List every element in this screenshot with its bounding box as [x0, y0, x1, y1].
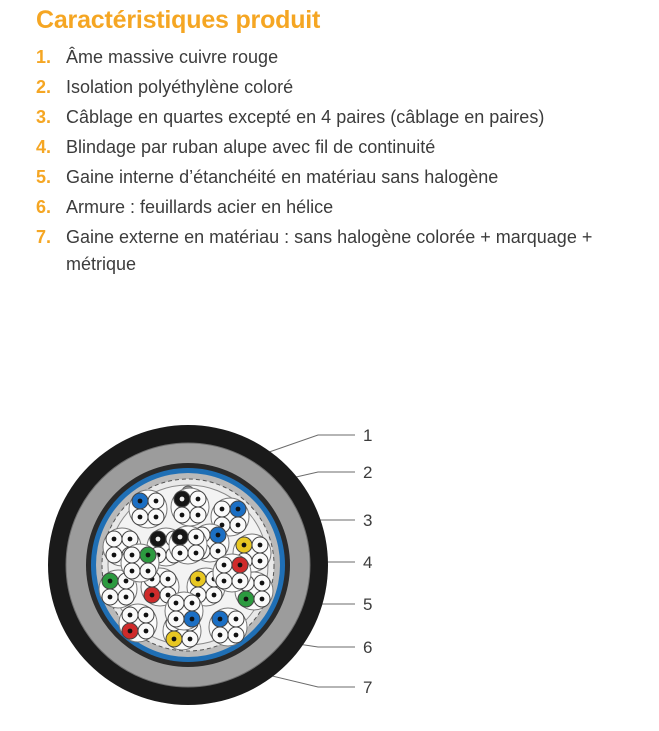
list-item — [36, 224, 636, 278]
list-item — [36, 74, 636, 101]
list-item-number: 4. — [36, 137, 52, 157]
list-item-number: 6. — [36, 197, 52, 217]
list-item-label: Gaine interne d’étanchéité en matériau sans halogène — [66, 167, 499, 187]
list-item — [36, 194, 636, 221]
list-item — [36, 164, 636, 191]
list-item-number: 7. — [36, 227, 52, 247]
callout-label-6: 6 — [363, 638, 373, 657]
callout-label-7: 7 — [363, 678, 373, 697]
feature-list — [36, 44, 636, 281]
cable-cross-section-figure — [0, 410, 659, 730]
callout-label-5: 5 — [363, 595, 373, 614]
callout-label-3: 3 — [363, 511, 373, 530]
callout-label-1: 1 — [363, 426, 373, 445]
list-item-label: Câblage en quartes excepté en 4 paires (câblage en paires) — [66, 107, 545, 127]
cable-drawing — [48, 425, 328, 705]
page-title: Caractéristiques produit — [36, 6, 321, 34]
callout-label-4: 4 — [363, 553, 373, 572]
list-item-label: Âme massive cuivre rouge — [66, 47, 279, 67]
list-item — [36, 104, 636, 131]
list-item-number: 1. — [36, 47, 52, 67]
list-item — [36, 134, 636, 161]
list-item-label: Isolation polyéthylène coloré — [66, 77, 294, 97]
list-item-number: 2. — [36, 77, 52, 97]
list-item-number: 3. — [36, 107, 52, 127]
callout-label-2: 2 — [363, 463, 373, 482]
list-item-label: Armure : feuillards acier en hélice — [66, 197, 334, 217]
list-item-label: Gaine externe en matériau : sans halogène colorée + marquage + métrique — [66, 227, 593, 274]
list-item-label: Blindage par ruban alupe avec fil de continuité — [66, 137, 436, 157]
list-item-number: 5. — [36, 167, 52, 187]
list-item — [36, 44, 636, 71]
